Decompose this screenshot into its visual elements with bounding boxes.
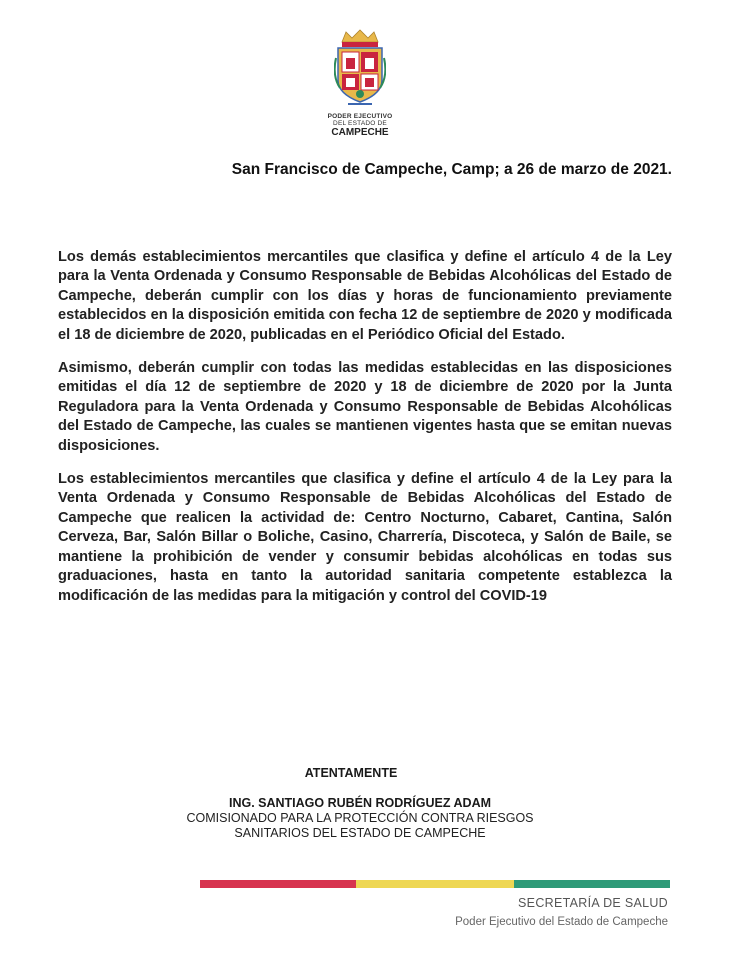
footer-stripe-yellow (356, 880, 514, 888)
footer-government: Poder Ejecutivo del Estado de Campeche (455, 916, 668, 928)
signer-role-line2: SANITARIOS DEL ESTADO DE CAMPECHE (234, 826, 486, 840)
footer (455, 895, 668, 933)
closing-atentamente: ATENTAMENTE (304, 766, 398, 780)
state-seal-logo (318, 28, 402, 138)
date-line: San Francisco de Campeche, Camp; a 26 de marzo de 2021. (231, 161, 672, 178)
footer-stripe-green (514, 880, 670, 888)
paragraph: Los establecimientos mercantiles que clasifica y define el artículo 4 de la Ley para la Venta Ordenada y Consumo Responsable de Bebidas Alcohólicas del Estado de Campeche que realicen la actividad de: Centro Nocturno, Cabaret, Cantina, Salón Cerveza, Bar, Salón Billar o Boliche, Casino, Charrería, Discoteca, y Salón de Baile, se mantiene la prohibición de vender y consumir bebidas alcohólicas en todas sus graduaciones, hasta en tanto la autoridad sanitaria competente establezca la modificación de las medidas para la mitigación y control del COVID-19 (58, 471, 672, 604)
campeche-coat-of-arms-icon (334, 28, 386, 110)
signer-name: ING. SANTIAGO RUBÉN RODRÍGUEZ ADAM (228, 796, 492, 810)
paragraph: Asimismo, deberán cumplir con todas las medidas establecidas en las disposiciones emitidas el día 12 de septiembre de 2020 y 18 de diciembre de 2020 por la Junta Reguladora para la Venta Ordenada y Consumo Responsable de Bebidas Alcohólicas del Estado de Campeche, las cuales se mantienen vigentes hasta que se emitan nuevas disposiciones. (58, 360, 672, 454)
seal-caption-line1: PODER EJECUTIVO (327, 113, 393, 120)
seal-caption-line2: DEL ESTADO DE (333, 120, 387, 127)
footer-department: SECRETARÍA DE SALUD (518, 896, 668, 910)
paragraph: Los demás establecimientos mercantiles que clasifica y define el artículo 4 de la Ley para la Venta Ordenada y Consumo Responsable de Bebidas Alcohólicas del Estado de Campeche, deberán cumplir con los días y horas de funcionamiento previamente establecidos en la disposición emitida con fecha 12 de septiembre de 2020 y modificada el 18 de diciembre de 2020, publicadas en el Periódico Oficial del Estado. (58, 249, 672, 343)
signature-block (120, 796, 600, 841)
signer-role-line1: COMISIONADO PARA LA PROTECCIÓN CONTRA RIESGOS (186, 811, 534, 825)
seal-caption-line3: CAMPECHE (331, 127, 389, 138)
document-body (58, 248, 672, 620)
footer-stripe-red (200, 880, 356, 888)
